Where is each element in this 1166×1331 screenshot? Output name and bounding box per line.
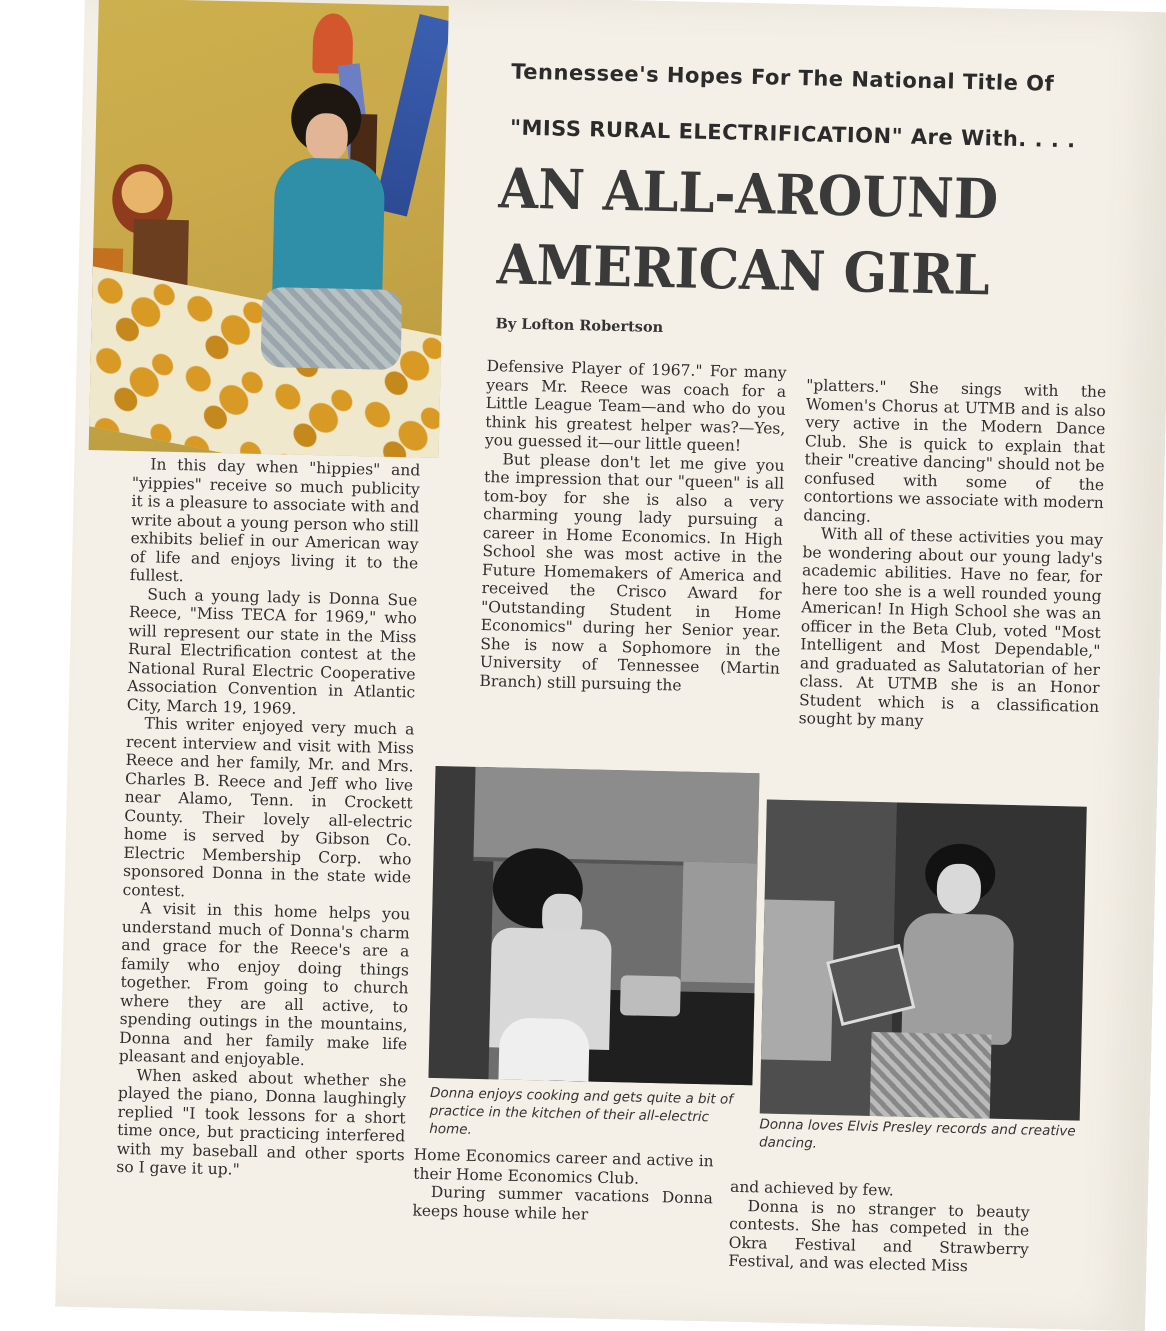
paragraph: When asked about whether she played the piano, Donna laughingly replied "I took lessons for a short time once, but practicing interfered with my baseball and other sports so I gave it up."	[116, 1065, 407, 1179]
paragraph: This writer enjoyed very much a recent interview and visit with Miss Reece and her family, Mr. and Mrs. Charles B. Reece and Jeff who live near Alamo, Tenn. in Crockett County. Their lovely all-electric home is served by Gibson Co. Electric Membership Corp. who sponsored Donna in the state wide contest.	[122, 714, 415, 900]
article-column-right-bottom	[728, 1178, 1030, 1277]
color-photo-bedroom	[89, 0, 449, 458]
caption-kitchen: Donna enjoys cooking and gets quite a bit of practice in the kitchen of their all-electric home.	[429, 1084, 734, 1138]
article-column-right	[799, 376, 1107, 734]
paragraph: and achieved by few.	[729, 1177, 894, 1200]
caption-records: Donna loves Elvis Presley records and creative dancing.	[758, 1116, 1076, 1152]
kicker-line-1: Tennessee's Hopes For The National Title Of	[511, 59, 1055, 96]
article-column-middle	[479, 357, 786, 697]
paragraph: Defensive Player of 1967." For many years Mr. Reece was coach for a Little League Team—and who do you think his greatest helper was?—Yes, you guessed it—our little queen!	[484, 357, 787, 455]
magazine-page	[55, 0, 1166, 1331]
photo-records	[760, 799, 1087, 1120]
paragraph: In this day when "hippies" and "yippies" receive so much publicity it is a pleasure to associate with and write about a young person who still exhibits belief in our American way of life and enjoys living it to the fullest.	[129, 455, 421, 586]
paragraph: Donna is no stranger to beauty contests. She has competed in the Okra Festival and Strawberry Festival, and was elected Miss	[728, 1196, 1030, 1276]
paragraph: "platters." She sings with the Women's Chorus at UTMB and is also very active in the Modern Dance Club. She is quick to explain that their "creative dancing" should not be confused with some of the contortions we associate with modern dancing.	[803, 376, 1107, 526]
paragraph: A visit in this home helps you understand much of Donna's charm and grace for the Reece's are a family who enjoy doing things together. From going to church where they are all active, to spending outings in the mountains, Donna and her family make life pleasant and enjoyable.	[118, 899, 411, 1070]
photo-kitchen	[428, 766, 759, 1085]
paragraph: With all of these activities you may be wondering about our young lady's academic abilities. Have no fear, for here too she is a well rounded young American! In High School she was an officer in the Beta Club, voted "Most Intelligent and Most Dependable," and graduated as Salutatorian of her class. At UTMB she is an Honor Student which is a classification sought by many	[798, 524, 1104, 731]
paragraph: Such a young lady is Donna Sue Reece, "Miss TECA for 1969," who will represent our state in the Miss Rural Electrification contest at the National Rural Electric Cooperative Association Convention in Atlantic City, March 19, 1969.	[126, 584, 418, 718]
paragraph: Home Economics career and active in their Home Economics Club.	[413, 1145, 714, 1188]
kicker-line-2: "MISS RURAL ELECTRIFICATION" Are With. . . .	[509, 115, 1076, 153]
headline-line-2: AMERICAN GIRL	[496, 231, 991, 308]
paragraph: During summer vacations Donna keeps house while her	[412, 1182, 714, 1224]
headline-line-1: AN ALL-AROUND	[497, 155, 999, 232]
article-column-middle-bottom	[412, 1146, 714, 1227]
byline: By Lofton Robertson	[495, 315, 664, 337]
paragraph: But please don't let me give you the impression that our "queen" is all tom-boy for she is also a very charming young lady pursuing a career in Home Economics. In High School she was most active in the Future Homemakers of America and received the Crisco Award for "Outstanding Student in Home Economics" during her Senior year. She is now a Sophomore in the University of Tennessee (Martin Branch) still pursuing the	[479, 449, 785, 695]
article-column-left	[116, 455, 420, 1183]
